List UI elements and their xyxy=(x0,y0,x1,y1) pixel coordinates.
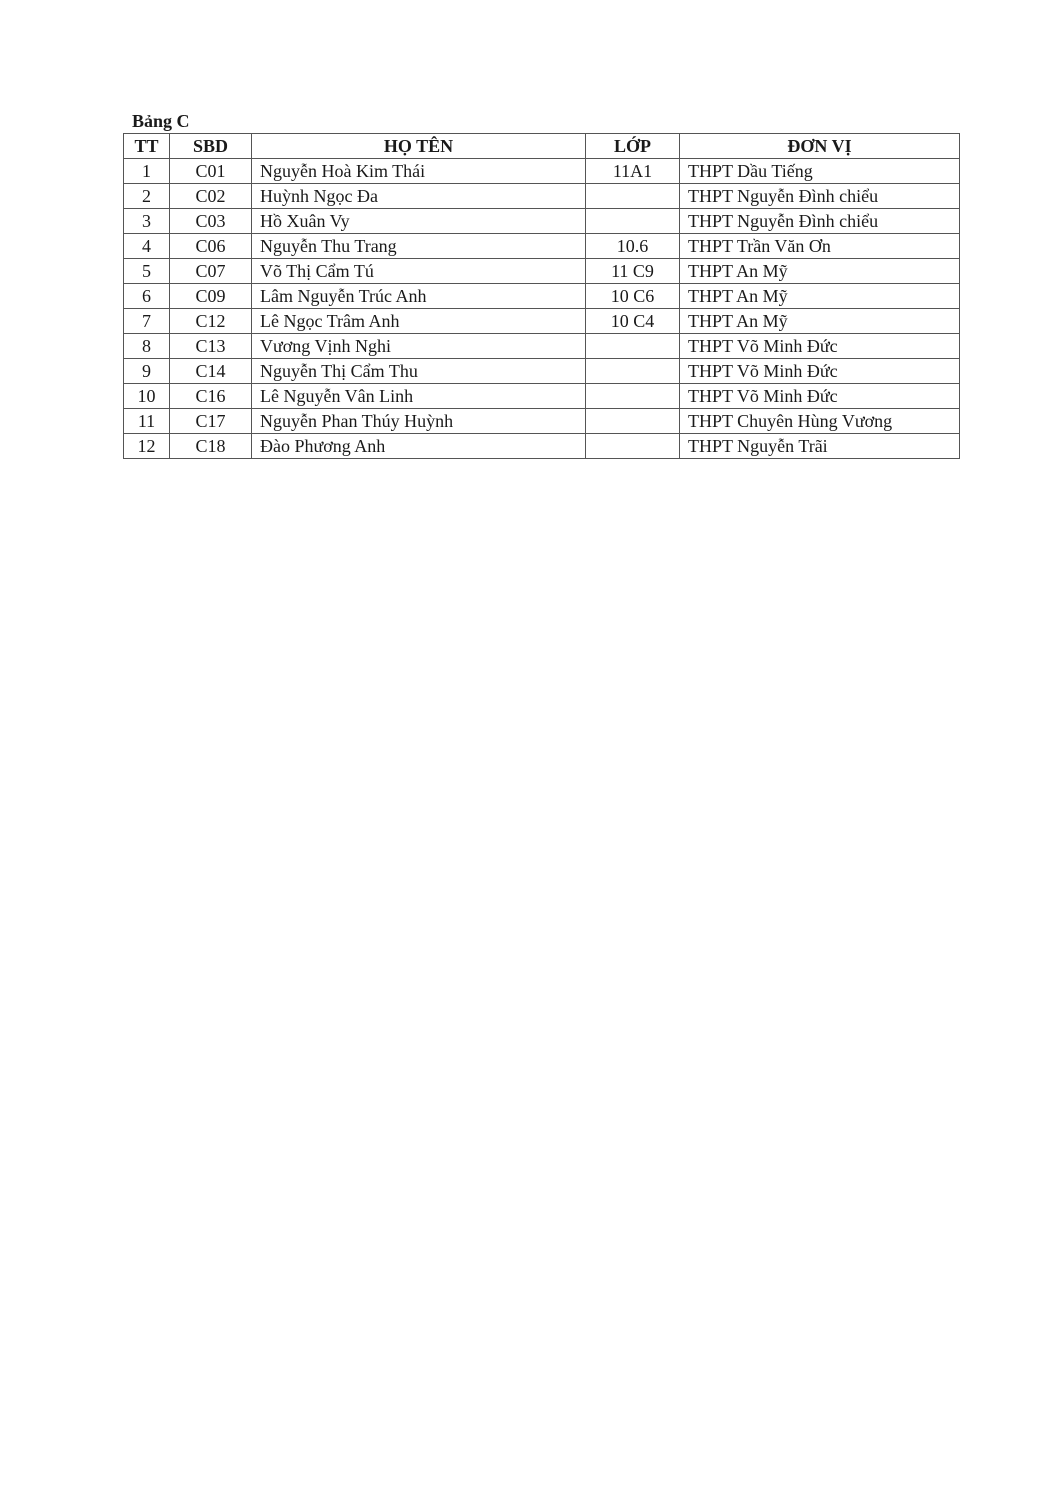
cell-name: Nguyễn Thu Trang xyxy=(252,234,586,259)
cell-class xyxy=(586,209,680,234)
table-row xyxy=(124,259,960,284)
cell-class xyxy=(586,184,680,209)
table-row xyxy=(124,434,960,459)
cell-name: Lê Nguyễn Vân Linh xyxy=(252,384,586,409)
header-class: LỚP xyxy=(586,134,680,159)
cell-sbd: C14 xyxy=(170,359,252,384)
cell-class: 10 C4 xyxy=(586,309,680,334)
table-row xyxy=(124,159,960,184)
cell-name: Nguyễn Thị Cẩm Thu xyxy=(252,359,586,384)
cell-sbd: C06 xyxy=(170,234,252,259)
cell-tt: 9 xyxy=(124,359,170,384)
cell-unit: THPT An Mỹ xyxy=(680,259,960,284)
cell-sbd: C03 xyxy=(170,209,252,234)
cell-sbd: C09 xyxy=(170,284,252,309)
header-name: HỌ TÊN xyxy=(252,134,586,159)
cell-unit: THPT Trần Văn Ơn xyxy=(680,234,960,259)
cell-unit: THPT An Mỹ xyxy=(680,309,960,334)
header-row xyxy=(124,134,960,159)
cell-name: Lâm Nguyễn Trúc Anh xyxy=(252,284,586,309)
table-row xyxy=(124,184,960,209)
table-row xyxy=(124,284,960,309)
cell-class: 11A1 xyxy=(586,159,680,184)
cell-class xyxy=(586,384,680,409)
cell-name: Võ Thị Cẩm Tú xyxy=(252,259,586,284)
cell-sbd: C18 xyxy=(170,434,252,459)
cell-sbd: C13 xyxy=(170,334,252,359)
cell-tt: 12 xyxy=(124,434,170,459)
cell-name: Vương Vịnh Nghi xyxy=(252,334,586,359)
table-row xyxy=(124,334,960,359)
cell-name: Huỳnh Ngọc Đa xyxy=(252,184,586,209)
table-row xyxy=(124,359,960,384)
cell-tt: 8 xyxy=(124,334,170,359)
cell-unit: THPT Nguyễn Đình chiểu xyxy=(680,184,960,209)
header-sbd: SBD xyxy=(170,134,252,159)
cell-tt: 7 xyxy=(124,309,170,334)
cell-tt: 4 xyxy=(124,234,170,259)
cell-class xyxy=(586,334,680,359)
table-row xyxy=(124,209,960,234)
cell-tt: 3 xyxy=(124,209,170,234)
cell-name: Nguyễn Phan Thúy Huỳnh xyxy=(252,409,586,434)
cell-class: 10.6 xyxy=(586,234,680,259)
cell-name: Lê Ngọc Trâm Anh xyxy=(252,309,586,334)
cell-unit: THPT Nguyễn Đình chiểu xyxy=(680,209,960,234)
header-tt: TT xyxy=(124,134,170,159)
cell-name: Đào Phương Anh xyxy=(252,434,586,459)
header-unit: ĐƠN VỊ xyxy=(680,134,960,159)
table-row xyxy=(124,234,960,259)
cell-sbd: C01 xyxy=(170,159,252,184)
cell-sbd: C07 xyxy=(170,259,252,284)
cell-sbd: C12 xyxy=(170,309,252,334)
cell-unit: THPT Dầu Tiếng xyxy=(680,159,960,184)
table-row xyxy=(124,409,960,434)
cell-class: 10 C6 xyxy=(586,284,680,309)
cell-tt: 2 xyxy=(124,184,170,209)
cell-class: 11 C9 xyxy=(586,259,680,284)
cell-class xyxy=(586,359,680,384)
cell-unit: THPT Võ Minh Đức xyxy=(680,359,960,384)
cell-tt: 6 xyxy=(124,284,170,309)
table-row xyxy=(124,309,960,334)
roster-table xyxy=(123,133,960,459)
cell-sbd: C16 xyxy=(170,384,252,409)
cell-sbd: C02 xyxy=(170,184,252,209)
cell-tt: 11 xyxy=(124,409,170,434)
cell-unit: THPT Võ Minh Đức xyxy=(680,384,960,409)
table-row xyxy=(124,384,960,409)
cell-tt: 5 xyxy=(124,259,170,284)
cell-tt: 1 xyxy=(124,159,170,184)
cell-class xyxy=(586,434,680,459)
cell-tt: 10 xyxy=(124,384,170,409)
cell-unit: THPT An Mỹ xyxy=(680,284,960,309)
cell-name: Nguyễn Hoà Kim Thái xyxy=(252,159,586,184)
cell-sbd: C17 xyxy=(170,409,252,434)
cell-name: Hồ Xuân Vy xyxy=(252,209,586,234)
cell-unit: THPT Võ Minh Đức xyxy=(680,334,960,359)
cell-unit: THPT Nguyễn Trãi xyxy=(680,434,960,459)
table-title: Bảng C xyxy=(132,111,190,131)
cell-class xyxy=(586,409,680,434)
cell-unit: THPT Chuyên Hùng Vương xyxy=(680,409,960,434)
